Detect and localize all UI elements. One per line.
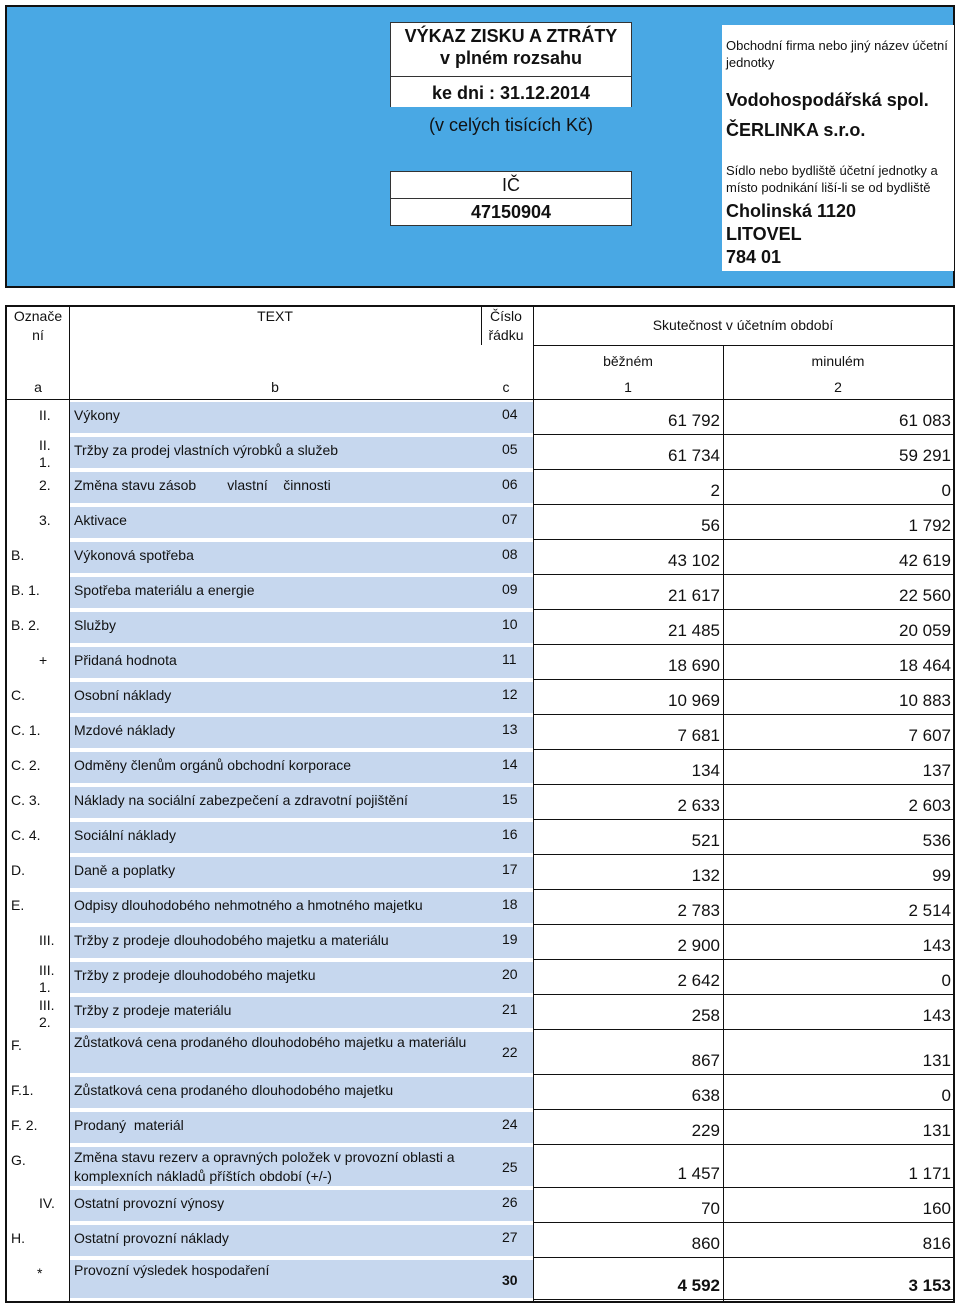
value-current: 2: [710, 481, 720, 500]
seat-label-line-1: Sídlo nebo bydliště účetní jednotky a: [726, 163, 938, 178]
row-number: 13: [502, 721, 518, 737]
value-previous: 59 291: [899, 446, 951, 465]
row-number: 08: [502, 546, 518, 562]
row-text: Odměny členům orgánů obchodní korporace: [74, 757, 352, 773]
row-mark: F.: [11, 1037, 22, 1053]
row-text: Spotřeba materiálu a energie: [74, 582, 255, 598]
col-oznaceni-line-1: Označe: [13, 308, 63, 324]
row-number: 24: [502, 1116, 518, 1132]
row-mark: F.1.: [11, 1082, 34, 1098]
row-text: Výkonová spotřeba: [74, 547, 194, 563]
row-text: Ostatní provozní náklady: [74, 1230, 229, 1246]
row-number: 27: [502, 1229, 518, 1245]
row-mark: F. 2.: [11, 1117, 38, 1133]
report-header: [5, 5, 955, 288]
table-row: [7, 1258, 953, 1300]
row-mark: B. 1.: [11, 582, 40, 598]
row-divider: [533, 1299, 953, 1300]
value-current: 56: [701, 516, 720, 535]
row-number: 22: [502, 1044, 518, 1060]
table-row: [7, 820, 953, 855]
value-current: 2 783: [677, 901, 720, 920]
row-text: Sociální náklady: [74, 827, 176, 843]
address-line-1: Cholinská 1120: [726, 201, 857, 221]
value-previous: 3 153: [908, 1276, 951, 1295]
value-previous: 143: [922, 1006, 951, 1025]
value-current: 258: [691, 1006, 720, 1025]
value-previous: 1 792: [908, 516, 951, 535]
row-number: 14: [502, 756, 518, 772]
row-mark: C. 4.: [11, 827, 41, 843]
income-statement-table: [5, 305, 955, 1303]
row-number: 05: [502, 441, 518, 457]
col-cislo-line-2: řádku: [488, 327, 524, 343]
row-number: 16: [502, 826, 518, 842]
table-row: [7, 785, 953, 820]
table-row: [7, 925, 953, 960]
col-cislo-line-1: Číslo: [490, 308, 522, 324]
row-text: Výkony: [74, 407, 120, 423]
row-mark: B.: [11, 547, 25, 563]
value-previous: 18 464: [899, 656, 951, 675]
ic-value: 47150904: [470, 202, 552, 222]
row-number: 10: [502, 616, 518, 632]
value-previous: 137: [922, 761, 951, 780]
ic-label: IČ: [502, 175, 520, 195]
value-current: 638: [691, 1086, 720, 1105]
row-mark: IV.: [39, 1195, 55, 1211]
table-row: [7, 1075, 953, 1110]
value-previous: 536: [922, 831, 951, 850]
row-number: 26: [502, 1194, 518, 1210]
row-mark: E.: [11, 897, 25, 913]
col-text: TEXT: [257, 308, 293, 324]
value-previous: 20 059: [899, 621, 951, 640]
value-previous: 131: [922, 1051, 951, 1070]
row-mark: II.: [39, 407, 51, 423]
value-current: 1 457: [677, 1164, 720, 1183]
row-mark: 3.: [39, 512, 51, 528]
table-row: [7, 1110, 953, 1145]
seat-label-line-2: místo podnikání liší-li se od bydliště: [726, 180, 931, 195]
value-previous: 0: [941, 481, 951, 500]
value-previous: 143: [922, 936, 951, 955]
table-row: [7, 645, 953, 680]
col-c: c: [502, 379, 510, 395]
row-mark: C.: [11, 687, 25, 703]
row-text: Služby: [74, 617, 117, 633]
address: [726, 200, 951, 269]
value-current: 4 592: [677, 1276, 720, 1295]
row-number: 15: [502, 791, 518, 807]
value-current: 860: [691, 1234, 720, 1253]
value-current: 521: [691, 831, 720, 850]
value-current: 21 485: [668, 621, 720, 640]
row-text: Změna stavu rezerv a opravných položek v provozní oblasti a komplexních nákladů příštích období (+/-): [74, 1149, 459, 1184]
row-mark: II. 1.: [39, 437, 51, 470]
value-previous: 2 603: [908, 796, 951, 815]
value-previous: 7 607: [908, 726, 951, 745]
table-row: [7, 575, 953, 610]
table-row: [7, 540, 953, 575]
row-text: Zůstatková cena prodaného dlouhodobého majetku: [74, 1082, 394, 1098]
row-text: Aktivace: [74, 512, 127, 528]
row-number: 30: [502, 1272, 518, 1288]
row-text: Tržby za prodej vlastních výrobků a služeb: [74, 442, 339, 458]
table-row: [7, 505, 953, 540]
table-row: [7, 400, 953, 435]
col-b: b: [271, 379, 279, 395]
value-current: 21 617: [668, 586, 720, 605]
row-mark: C. 2.: [11, 757, 41, 773]
table-row: [7, 610, 953, 645]
row-mark: +: [39, 652, 48, 668]
col-1: 1: [624, 379, 632, 395]
firm-label: [726, 37, 951, 71]
value-previous: 42 619: [899, 551, 951, 570]
subheader-divider: [533, 345, 953, 346]
value-previous: 0: [941, 1086, 951, 1105]
value-previous: 1 171: [908, 1164, 951, 1183]
report-date: ke dni : 31.12.2014: [431, 83, 591, 103]
table-row: [7, 435, 953, 470]
row-number: 12: [502, 686, 518, 702]
value-current: 867: [691, 1051, 720, 1070]
col-oznaceni-line-2: ní: [32, 327, 44, 343]
address-line-2: LITOVEL: [726, 224, 802, 244]
table-row: [7, 680, 953, 715]
value-current: 7 681: [677, 726, 720, 745]
firm-name-line-1: Vodohospodářská spol.: [726, 90, 929, 110]
row-mark: III. 1.: [39, 962, 55, 995]
grid-line: [533, 307, 534, 1301]
table-row: [7, 1145, 953, 1188]
firm-name: [726, 85, 954, 145]
row-number: 20: [502, 966, 518, 982]
col-cislo: [481, 307, 531, 345]
row-text: Mzdové náklady: [74, 722, 176, 738]
value-current: 2 633: [677, 796, 720, 815]
value-current: 70: [701, 1199, 720, 1218]
value-current: 61 734: [668, 446, 720, 465]
table-row: [7, 750, 953, 785]
value-previous: 61 083: [899, 411, 951, 430]
col-a: a: [34, 379, 42, 395]
firm-name-line-2: ČERLINKA s.r.o.: [726, 120, 866, 140]
row-number: 07: [502, 511, 518, 527]
row-mark: H.: [11, 1230, 25, 1246]
value-previous: 160: [922, 1199, 951, 1218]
row-number: 11: [502, 651, 517, 667]
row-text: Tržby z prodeje dlouhodobého majetku a materiálu: [74, 932, 389, 948]
row-text: Přidaná hodnota: [74, 652, 177, 668]
value-previous: 816: [922, 1234, 951, 1253]
firm-label-line-2: jednotky: [726, 55, 775, 70]
row-number: 18: [502, 896, 518, 912]
row-number: 06: [502, 476, 518, 492]
row-text: Odpisy dlouhodobého nehmotného a hmotného majetku: [74, 897, 423, 913]
row-text: Prodaný materiál: [74, 1117, 184, 1133]
table-row: [7, 1030, 953, 1075]
row-mark: C. 3.: [11, 792, 41, 808]
col-oznaceni: [7, 307, 69, 345]
units-note: (v celých tisících Kč): [428, 115, 594, 135]
row-number: 19: [502, 931, 518, 947]
row-text: Provozní výsledek hospodaření: [74, 1262, 270, 1278]
row-number: 21: [502, 1001, 518, 1017]
row-text: Ostatní provozní výnosy: [74, 1195, 225, 1211]
row-text: Daně a poplatky: [74, 862, 176, 878]
row-text: Změna stavu zásob vlastní činnosti: [74, 477, 331, 493]
row-mark: III.: [39, 932, 55, 948]
grid-line: [723, 345, 724, 1301]
value-previous: 99: [932, 866, 951, 885]
row-text: Tržby z prodeje dlouhodobého majetku: [74, 967, 316, 983]
value-current: 43 102: [668, 551, 720, 570]
row-text: Tržby z prodeje materiálu: [74, 1002, 232, 1018]
grid-line: [481, 307, 482, 345]
table-row: [7, 855, 953, 890]
row-mark: *: [37, 1265, 43, 1281]
seat-label: [726, 162, 951, 196]
row-mark: B. 2.: [11, 617, 40, 633]
value-previous: 10 883: [899, 691, 951, 710]
col-minule: minulém: [811, 353, 865, 369]
col-skutecnost: Skutečnost v účetním období: [652, 317, 834, 333]
row-number: 09: [502, 581, 518, 597]
row-mark: C. 1.: [11, 722, 41, 738]
table-row: [7, 960, 953, 995]
row-text: Zůstatková cena prodaného dlouhodobého majetku a materiálu: [74, 1034, 467, 1050]
col-bezne: běžném: [603, 353, 653, 369]
value-current: 2 642: [677, 971, 720, 990]
row-mark: III. 2.: [39, 997, 55, 1030]
value-current: 10 969: [668, 691, 720, 710]
row-number: 25: [502, 1159, 518, 1175]
value-current: 2 900: [677, 936, 720, 955]
col-2: 2: [834, 379, 842, 395]
value-current: 18 690: [668, 656, 720, 675]
table-row: [7, 715, 953, 750]
table-row: [7, 470, 953, 505]
value-current: 134: [691, 761, 720, 780]
table-row: [7, 995, 953, 1030]
grid-line: [69, 307, 70, 1301]
row-text: Náklady na sociální zabezpečení a zdravotní pojištění: [74, 792, 408, 808]
row-mark: D.: [11, 862, 25, 878]
table-row: [7, 1223, 953, 1258]
value-current: 61 792: [668, 411, 720, 430]
report-title: [390, 25, 632, 69]
value-current: 132: [691, 866, 720, 885]
value-previous: 0: [941, 971, 951, 990]
row-number: 17: [502, 861, 518, 877]
value-previous: 131: [922, 1121, 951, 1140]
title-line-2: v plném rozsahu: [439, 48, 583, 68]
value-previous: 2 514: [908, 901, 951, 920]
title-line-1: VÝKAZ ZISKU A ZTRÁTY: [404, 26, 618, 46]
table-row: [7, 1188, 953, 1223]
firm-label-line-1: Obchodní firma nebo jiný název účetní: [726, 38, 948, 53]
table-row: [7, 890, 953, 925]
row-text: Osobní náklady: [74, 687, 172, 703]
row-mark: G.: [11, 1152, 26, 1168]
value-current: 229: [691, 1121, 720, 1140]
value-previous: 22 560: [899, 586, 951, 605]
row-mark: 2.: [39, 477, 51, 493]
address-line-3: 784 01: [726, 247, 782, 267]
row-number: 04: [502, 406, 518, 422]
